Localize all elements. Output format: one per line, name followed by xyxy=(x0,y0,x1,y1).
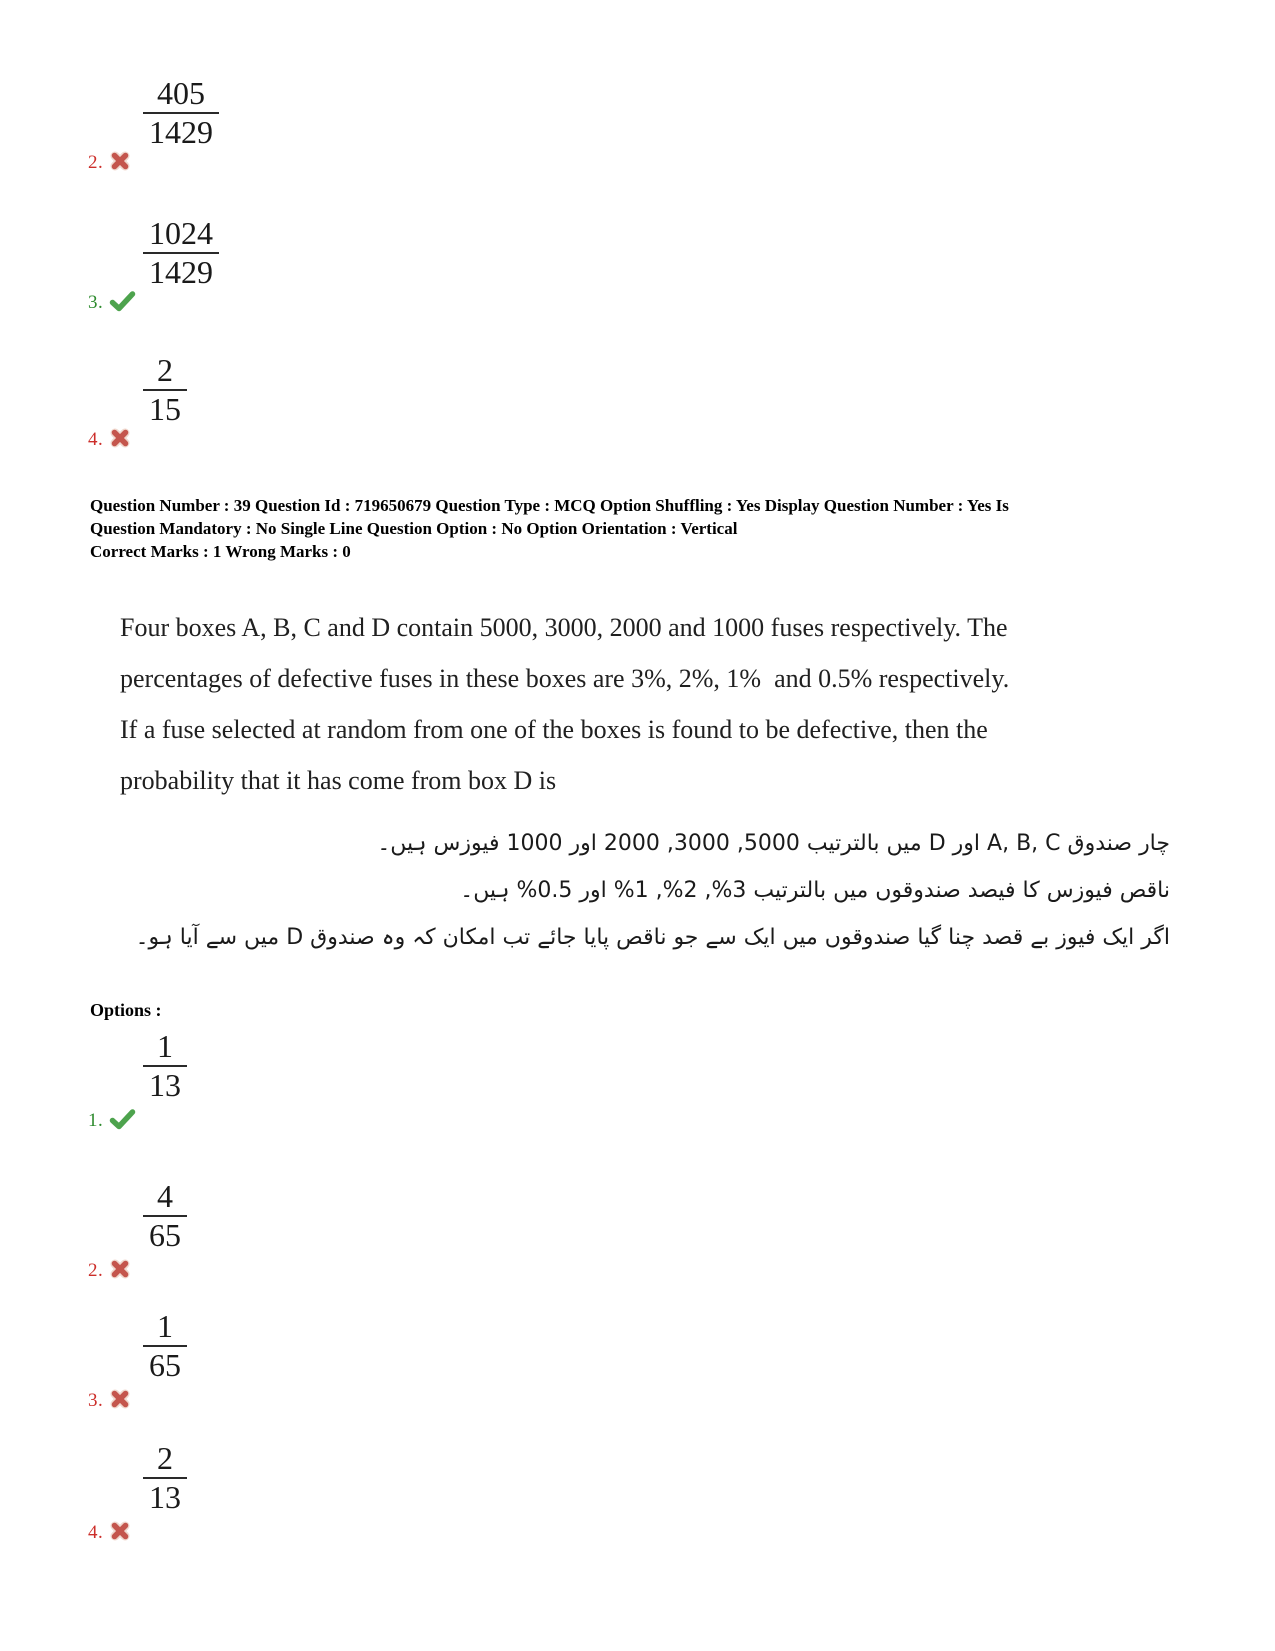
metadata-line: Correct Marks : 1 Wrong Marks : 0 xyxy=(90,542,351,561)
question-line: probability that it has come from box D is xyxy=(120,766,557,795)
option-number: 3. xyxy=(88,1390,104,1411)
metadata-line: Question Number : 39 Question Id : 719650679 Question Type : MCQ Option Shuffling : Yes Display Question Number : Yes Is xyxy=(90,496,1009,515)
option-marker xyxy=(88,1388,131,1416)
option-number: 4. xyxy=(88,1522,104,1543)
fraction-denominator: 13 xyxy=(143,1065,187,1104)
option-marker xyxy=(88,427,131,455)
fraction-numerator: 405 xyxy=(157,75,205,111)
option-marker xyxy=(88,1108,136,1136)
options-heading: Options : xyxy=(90,1000,162,1020)
prev-option-row-2 xyxy=(0,75,480,185)
fraction-denominator: 13 xyxy=(143,1477,187,1516)
option-row-2 xyxy=(0,1178,480,1288)
wrong-icon xyxy=(109,433,131,454)
fraction-value xyxy=(143,352,187,428)
option-number: 4. xyxy=(88,429,104,450)
option-row-1 xyxy=(0,1028,480,1138)
question-line-urdu: اگر ایک فیوز بے قصد چنا گیا صندوقوں میں ایک سے جو ناقص پایا جائے تب امکان کہ وہ صندوق D میں سے آیا ہو۔ xyxy=(135,925,1170,950)
question-line: percentages of defective fuses in these boxes are 3%, 2%, 1% and 0.5% respectively. xyxy=(120,664,1010,693)
question-line: Four boxes A, B, C and D contain 5000, 3000, 2000 and 1000 fuses respectively. The xyxy=(120,613,1008,642)
correct-icon xyxy=(109,1114,136,1135)
question-metadata xyxy=(90,494,1150,563)
fraction-numerator: 4 xyxy=(157,1178,173,1214)
question-line-urdu: چار صندوق A, B, C اور D میں بالترتیب 5000, 3000, 2000 اور 1000 فیوزس ہیں۔ xyxy=(377,831,1170,856)
option-marker xyxy=(88,290,136,318)
option-marker xyxy=(88,1258,131,1286)
wrong-icon xyxy=(109,156,131,177)
fraction-value xyxy=(143,75,219,151)
option-number: 1. xyxy=(88,1110,104,1131)
fraction-denominator: 1429 xyxy=(143,252,219,291)
prev-option-row-4 xyxy=(0,352,480,462)
fraction-numerator: 2 xyxy=(157,352,173,388)
fraction-denominator: 15 xyxy=(143,389,187,428)
question-text-english xyxy=(120,602,1009,806)
fraction-value xyxy=(143,1028,187,1104)
fraction-numerator: 1 xyxy=(157,1028,173,1064)
fraction-value xyxy=(143,1440,187,1516)
fraction-numerator: 1024 xyxy=(149,215,213,251)
option-row-4 xyxy=(0,1440,480,1550)
fraction-value xyxy=(143,215,219,291)
option-number: 2. xyxy=(88,152,104,173)
option-number: 2. xyxy=(88,1260,104,1281)
wrong-icon xyxy=(109,1526,131,1547)
fraction-numerator: 2 xyxy=(157,1440,173,1476)
option-row-3 xyxy=(0,1308,480,1418)
wrong-icon xyxy=(109,1264,131,1285)
fraction-value xyxy=(143,1178,187,1254)
metadata-line: Question Mandatory : No Single Line Question Option : No Option Orientation : Vertical xyxy=(90,519,738,538)
fraction-numerator: 1 xyxy=(157,1308,173,1344)
fraction-denominator: 65 xyxy=(143,1345,187,1384)
option-marker xyxy=(88,150,131,178)
prev-option-row-3 xyxy=(0,215,480,325)
option-marker xyxy=(88,1520,131,1548)
fraction-value xyxy=(143,1308,187,1384)
option-number: 3. xyxy=(88,292,104,313)
fraction-denominator: 65 xyxy=(143,1215,187,1254)
question-line: If a fuse selected at random from one of the boxes is found to be defective, then the xyxy=(120,715,988,744)
wrong-icon xyxy=(109,1394,131,1415)
correct-icon xyxy=(109,296,136,317)
question-line-urdu: ناقص فیوزس کا فیصد صندوقوں میں بالترتیب 3%, 2%, 1% اور 0.5% ہیں۔ xyxy=(460,878,1170,903)
fraction-denominator: 1429 xyxy=(143,112,219,151)
question-text-urdu xyxy=(136,820,1170,961)
